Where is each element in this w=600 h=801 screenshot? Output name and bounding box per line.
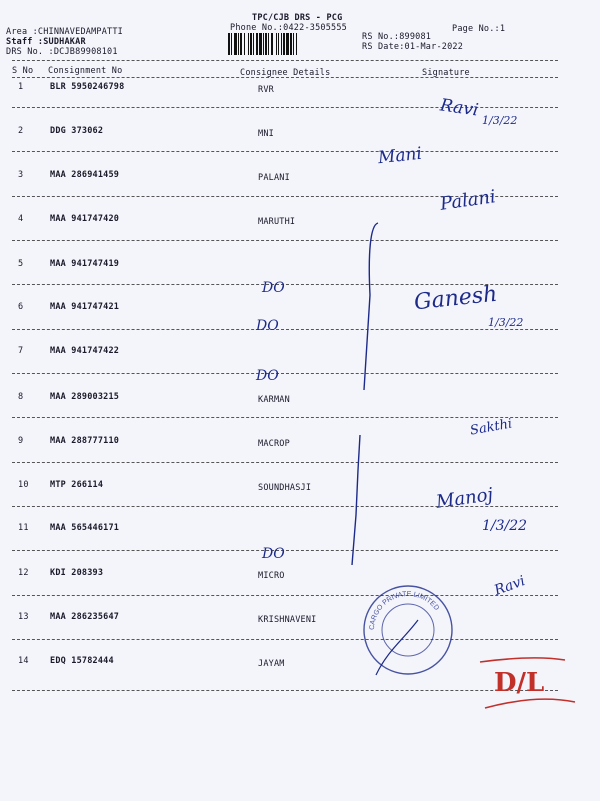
row-number: 8 xyxy=(18,392,24,402)
consignment-number: MAA 941747422 xyxy=(50,346,120,356)
area-field: Area :CHINNAVEDAMPATTI xyxy=(6,27,123,37)
consignment-number: DDG 373062 xyxy=(50,126,104,136)
page-number: Page No.:1 xyxy=(452,24,506,34)
barcode xyxy=(228,33,352,55)
divider xyxy=(12,462,558,463)
divider xyxy=(12,60,558,61)
consignment-number: MTP 266114 xyxy=(50,480,104,490)
signature-date-row10: 1/3/22 xyxy=(482,518,528,534)
signature-row2: Mani xyxy=(377,143,423,169)
row-number: 13 xyxy=(18,612,29,622)
consignee-name: MACROP xyxy=(258,439,290,449)
consignee-name: MARUTHI xyxy=(258,217,296,227)
consignee-name: PALANI xyxy=(258,173,290,183)
ditto-row6: DO xyxy=(256,318,279,334)
svg-text:CARGO PRIVATE LIMITED xyxy=(369,591,440,630)
row-number: 3 xyxy=(18,170,24,180)
staff-field: Staff :SUDHAKAR xyxy=(6,37,86,47)
consignee-name: MICRO xyxy=(258,571,285,581)
row-number: 5 xyxy=(18,259,24,269)
signature-row3: Palani xyxy=(438,186,498,215)
row-number: 10 xyxy=(18,480,29,490)
divider xyxy=(12,690,558,691)
ditto-row5: DO xyxy=(262,280,285,296)
ditto-row11: DO xyxy=(262,546,285,562)
row-number: 14 xyxy=(18,656,29,666)
signature-row10: Manoj xyxy=(434,484,495,513)
col-consignment: Consignment No xyxy=(48,66,123,76)
divider xyxy=(12,373,558,374)
consignment-number: MAA 289003215 xyxy=(50,392,120,402)
col-sno: S No xyxy=(12,66,34,76)
phone-number: Phone No.:0422-3505555 xyxy=(230,23,347,33)
rs-number: RS No.:899081 xyxy=(362,32,432,42)
rs-date: RS Date:01-Mar-2022 xyxy=(362,42,464,52)
divider xyxy=(12,240,558,241)
bracket-line xyxy=(340,215,380,575)
stamp-text: CARGO PRIVATE LIMITED xyxy=(368,590,441,631)
consignee-name: MNI xyxy=(258,129,274,139)
signature-row9: Sakthi xyxy=(469,416,514,439)
divider xyxy=(12,77,558,78)
row-number: 4 xyxy=(18,214,24,224)
ditto-row7: DO xyxy=(256,368,279,384)
divider xyxy=(12,595,558,596)
consignment-number: MAA 288777110 xyxy=(50,436,120,446)
row-number: 11 xyxy=(18,523,29,533)
consignee-name: RVR xyxy=(258,85,274,95)
divider xyxy=(12,550,558,551)
consignee-name: JAYAM xyxy=(258,659,285,669)
consignee-name: KRISHNAVENI xyxy=(258,615,317,625)
row-number: 9 xyxy=(18,436,24,446)
row-number: 12 xyxy=(18,568,29,578)
consignment-number: KDI 208393 xyxy=(50,568,104,578)
row-number: 1 xyxy=(18,82,24,92)
consignment-number: MAA 941747420 xyxy=(50,214,120,224)
divider xyxy=(12,151,558,152)
consignment-number: BLR 5950246798 xyxy=(50,82,125,92)
col-consignee: Consignee Details xyxy=(240,68,331,78)
signature-row1: Ravi xyxy=(438,95,480,121)
consignee-name: KARMAN xyxy=(258,395,290,405)
signature-date-row1: 1/3/22 xyxy=(482,114,518,127)
drs-number: DRS No. :DCJB89908101 xyxy=(6,47,118,57)
col-signature: Signature xyxy=(422,68,470,78)
consignment-number: MAA 941747419 xyxy=(50,259,120,269)
delivered-mark: D/L xyxy=(494,668,545,698)
consignment-number: MAA 941747421 xyxy=(50,302,120,312)
consignment-number: MAA 565446171 xyxy=(50,523,120,533)
row-number: 2 xyxy=(18,126,24,136)
consignment-number: MAA 286235647 xyxy=(50,612,120,622)
divider xyxy=(12,639,558,640)
signature-row13: Ravi xyxy=(492,573,528,599)
row-number: 7 xyxy=(18,346,24,356)
consignment-number: MAA 286941459 xyxy=(50,170,120,180)
row-number: 6 xyxy=(18,302,24,312)
document-title: TPC/CJB DRS - PCG xyxy=(252,13,343,23)
consignee-name: SOUNDHASJI xyxy=(258,483,312,493)
signature-row6: Ganesh xyxy=(412,281,499,316)
divider xyxy=(12,417,558,418)
divider xyxy=(12,329,558,330)
signature-date-row6: 1/3/22 xyxy=(488,316,524,329)
consignment-number: EDQ 15782444 xyxy=(50,656,114,666)
